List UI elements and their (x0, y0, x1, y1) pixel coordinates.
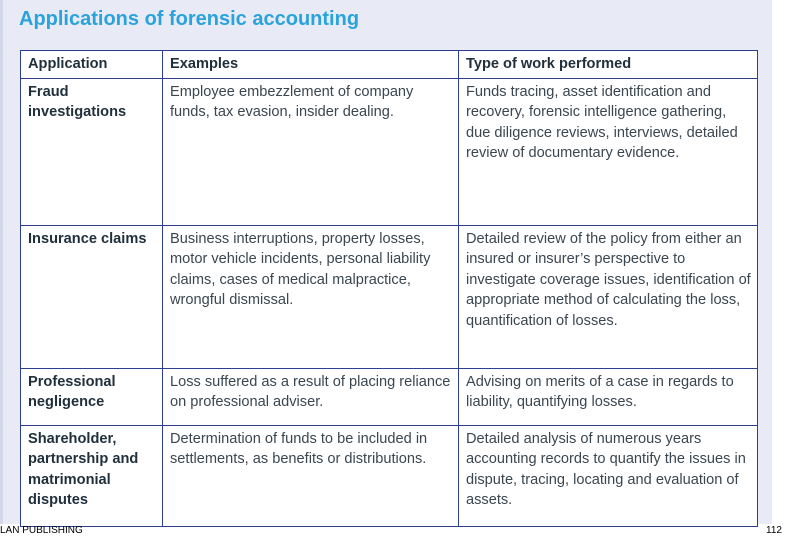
footer-publisher: LAN PUBLISHING (0, 525, 83, 536)
header-application: Application (21, 51, 163, 79)
table-header-row (21, 51, 758, 79)
header-work: Type of work performed (459, 51, 758, 79)
application-cell: Fraud investigations (21, 78, 163, 225)
work-cell: Detailed analysis of numerous years accounting records to quantify the issues in dispute, tracing, locating and evaluation of assets. (459, 425, 758, 526)
left-rule (0, 0, 3, 524)
table-row (21, 225, 758, 368)
table-row (21, 368, 758, 425)
work-cell: Advising on merits of a case in regards to liability, quantifying losses. (459, 368, 758, 425)
applications-table (20, 50, 758, 527)
application-cell: Professional negligence (21, 368, 163, 425)
header-examples: Examples (163, 51, 459, 79)
work-cell: Funds tracing, asset identification and recovery, forensic intelligence gathering, due diligence reviews, interviews, detailed review of documentary evidence. (459, 78, 758, 225)
examples-cell: Employee embezzlement of company funds, tax evasion, insider dealing. (163, 78, 459, 225)
examples-cell: Loss suffered as a result of placing reliance on professional adviser. (163, 368, 459, 425)
slide-title: Applications of forensic accounting (19, 8, 360, 30)
examples-cell: Business interruptions, property losses, motor vehicle incidents, personal liability claims, cases of medical malpractice, wrongful dismissal. (163, 225, 459, 368)
table-row (21, 425, 758, 526)
examples-cell: Determination of funds to be included in settlements, as benefits or distributions. (163, 425, 459, 526)
footer-page-number: 112 (766, 525, 782, 536)
application-cell: Shareholder, partnership and matrimonial disputes (21, 425, 163, 526)
table-row (21, 78, 758, 225)
work-cell: Detailed review of the policy from either an insured or insurer’s perspective to investigate coverage issues, identification of appropriate method of calculating the loss, quantification of losses. (459, 225, 758, 368)
application-cell: Insurance claims (21, 225, 163, 368)
